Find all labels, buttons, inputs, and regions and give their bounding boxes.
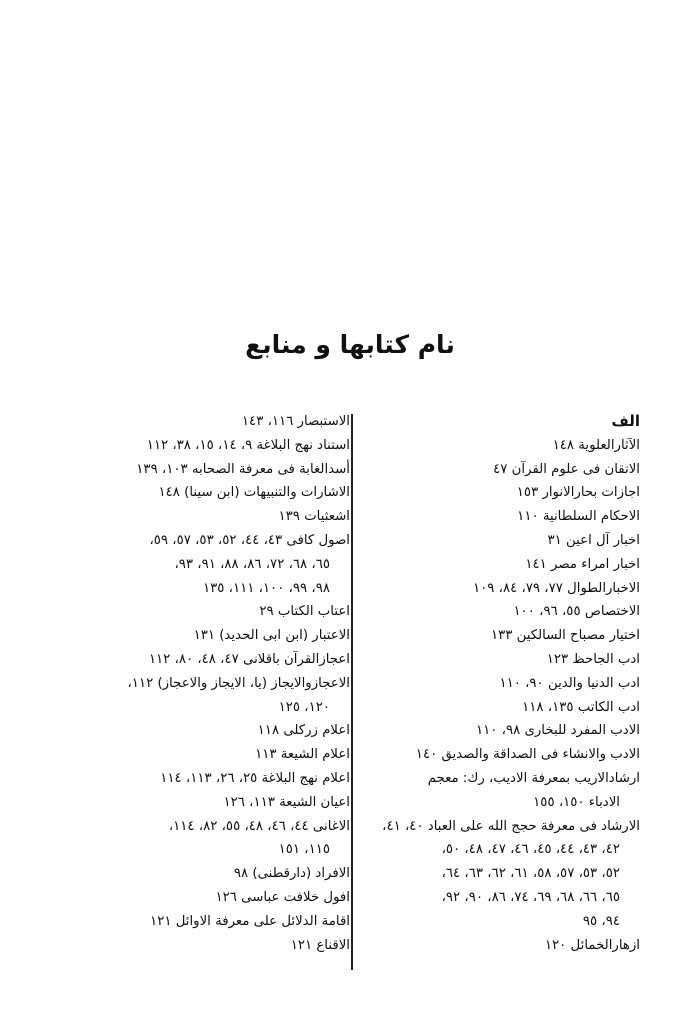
section-heading: الف (611, 412, 640, 430)
index-entry: اعجازالقرآن باقلانى ٤٧، ٤٨، ٨٠، ١١٢ (148, 651, 350, 667)
index-entry: اصول كافى ٤٣، ٤٤، ٥٢، ٥٣، ٥٧، ٥٩، (149, 532, 350, 548)
index-entry: اعيان الشيعة ١١٣، ١٢٦ (223, 794, 350, 810)
index-entry: الادب المفرد للبخارى ٩٨، ١١٠ (475, 723, 640, 739)
index-entry: الاعجازوالايجاز (يا، الايجاز والاعجاز) ١١٢، (127, 675, 350, 691)
index-entry: الاختصاص ٥٥، ٩٦، ١٠٠ (513, 604, 640, 620)
index-entry: الادب والانشاء فى الصداقة والصديق ١٤٠ (415, 747, 640, 763)
index-entry: اعلام الشيعة ١١٣ (255, 747, 350, 763)
index-entry: الاحكام السلطانية ١١٠ (517, 509, 640, 525)
index-entry: ارشادالاريب بمعرفة الاديب، رك: معجم (427, 770, 640, 786)
index-entry: اختيار مصباح السالكين ١٣٣ (490, 628, 640, 644)
index-entry: اشعثيات ١٣٩ (278, 509, 350, 525)
index-entry: الاقناع ١٢١ (290, 937, 350, 953)
index-entry: ازهارالخمائل ١٢٠ (544, 937, 640, 953)
index-entry: ادب الدنيا والدين ٩٠، ١١٠ (499, 675, 640, 691)
index-entry: اخبار آل اعين ٣١ (547, 532, 640, 548)
index-entry: اقامة الدلائل على معرفة الاوائل ١٢١ (150, 913, 350, 929)
index-entry: اخبار امراء مصر ١٤١ (525, 556, 640, 572)
index-entry: اعتاب الكتاب ٢٩ (259, 604, 350, 620)
index-entry-continuation: ٩٤، ٩٥ (582, 913, 620, 929)
index-entry-continuation: ٦٥، ٦٨، ٧٢، ٨٦، ٨٨، ٩١، ٩٣، (174, 556, 330, 572)
index-entry-continuation: ٥٢، ٥٣، ٥٧، ٥٨، ٦١، ٦٢، ٦٣، ٦٤، (441, 866, 620, 882)
index-entry-continuation: الادباء ١٥٠، ١٥٥ (533, 794, 620, 810)
index-entry: الافراد (دارقطنى) ٩٨ (233, 866, 350, 882)
index-entry: افول خلافت عباسى ١٢٦ (215, 889, 350, 905)
index-column-right (355, 410, 640, 957)
index-entry-continuation: ٩٨، ٩٩، ١٠٠، ١١١، ١٣٥ (202, 580, 330, 596)
index-entry-continuation: ٦٥، ٦٦، ٦٨، ٦٩، ٧٤، ٨٦، ٩٠، ٩٢، (441, 889, 620, 905)
index-entry: ادب الكاتب ١٣٥، ١١٨ (522, 699, 640, 715)
index-entry-continuation: ٤٢، ٤٣، ٤٤، ٤٥، ٤٦، ٤٧، ٤٨، ٥٠، (441, 842, 620, 858)
index-entry: اعلام نهج البلاغة ٢٥، ٢٦، ١١٣، ١١٤ (160, 770, 350, 786)
index-entry: الاعتبار (ابن ابى الحديد) ١٣١ (193, 628, 350, 644)
page-title: نام کتابها و منابع (245, 330, 455, 359)
index-entry: الآثارالعلوية ١٤٨ (552, 437, 640, 453)
index-entry: الاتقان فى علوم القرآن ٤٧ (493, 461, 640, 477)
index-entry: استناد نهج البلاغة ٩، ١٤، ١٥، ٣٨، ١١٢ (146, 437, 350, 453)
index-entry: اعلام زركلى ١١٨ (257, 723, 350, 739)
index-entry-continuation: ١٢٠، ١٢٥ (278, 699, 330, 715)
index-entry: الاغانى ٤٤، ٤٦، ٤٨، ٥٥، ٨٢، ١١٤، (168, 818, 350, 834)
index-entry-continuation: ١١٥، ١٥١ (278, 842, 330, 858)
index-entry: اجازات بحارالانوار ١٥٣ (516, 485, 640, 501)
index-entry: الارشاد فى معرفة حجج الله على العباد ٤٠، ٤١، (382, 818, 640, 834)
column-divider (351, 414, 353, 970)
index-entry: ادب الجاحظ ١٢٣ (546, 651, 640, 667)
index-column-left (65, 410, 350, 957)
index-entry: أسدالغابة فى معرفة الصحابه ١٠٣، ١٣٩ (136, 461, 350, 477)
index-entry: الاستبصار ١١٦، ١٤٣ (241, 414, 350, 429)
index-entry: الاشارات والتنبيهات (ابن سينا) ١٤٨ (158, 485, 350, 501)
index-entry: الاخبارالطوال ٧٧، ٧٩، ٨٤، ١٠٩ (472, 580, 640, 596)
